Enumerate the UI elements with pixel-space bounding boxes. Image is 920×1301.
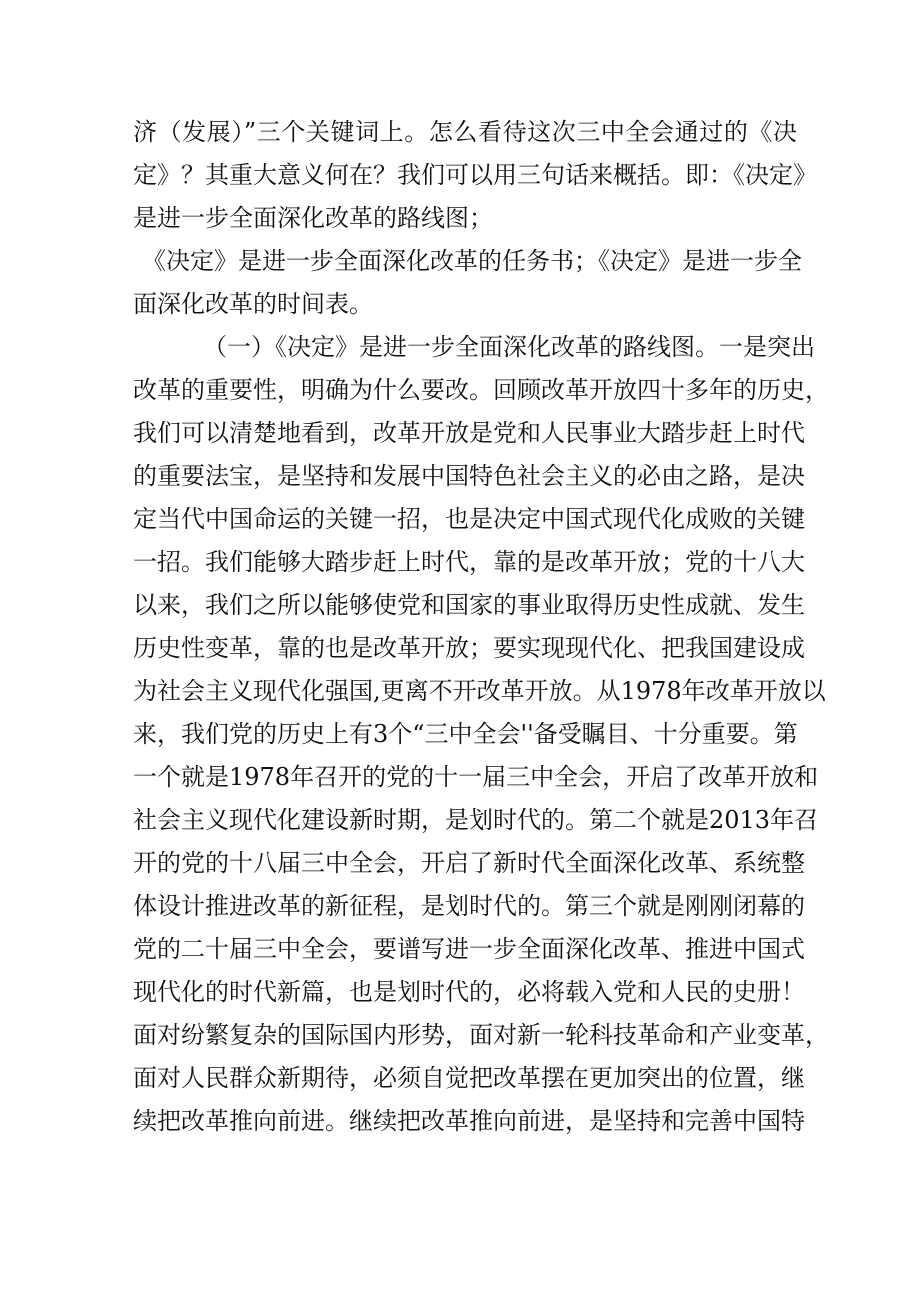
text-line: 历史性变革，靠的也是改革开放；要实现现代化、把我国建设成: [133, 634, 805, 662]
text-line: 一个就是1978年召开的党的十一届三中全会，开启了改革开放和: [133, 763, 819, 791]
text-line: 一招。我们能够大踏步赶上时代，靠的是改革开放；党的十八大: [133, 548, 805, 576]
text-line: 面对纷繁复杂的国际国内形势，面对新一轮科技革命和产业变革，: [133, 1021, 829, 1049]
document-body: [133, 111, 829, 1143]
text-line: 续把改革推向前进。继续把改革推向前进，是坚持和完善中国特: [133, 1107, 805, 1135]
text-line: 以来，我们之所以能够使党和国家的事业取得历史性成就、发生: [133, 591, 805, 619]
text-line: 体设计推进改革的新征程，是划时代的。第三个就是刚刚闭幕的: [133, 892, 805, 920]
text-line: 济（发展）”三个关键词上。怎么看待这次三中全会通过的《决: [133, 118, 797, 146]
paragraph-heading-line: （一）《决定》是进一步全面深化改革的路线图。一是突出: [203, 333, 815, 361]
text-line: 《决定》是进一步全面深化改革的任务书；《决定》是进一步全: [142, 247, 802, 275]
text-line: 为社会主义现代化强国,更离不开改革开放。从1978年改革开放以: [133, 677, 826, 705]
text-line: 社会主义现代化建设新时期，是划时代的。第二个就是2013年召: [133, 806, 819, 834]
text-line: 定当代中国命运的关键一招，也是决定中国式现代化成败的关键: [133, 505, 805, 533]
text-line: 现代化的时代新篇，也是划时代的，必将载入党和人民的史册！: [133, 978, 805, 1006]
text-line: 是进一步全面深化改革的路线图；: [133, 204, 493, 232]
text-line: 定》？其重大意义何在？我们可以用三句话来概括。即：《决定》: [133, 161, 817, 189]
text-line: 党的二十届三中全会，要谱写进一步全面深化改革、推进中国式: [133, 935, 805, 963]
text-line: 面对人民群众新期待，必须自觉把改革摆在更加突出的位置，继: [133, 1064, 805, 1092]
text-line: 改革的重要性，明确为什么要改。回顾改革开放四十多年的历史，: [133, 376, 829, 404]
text-line: 面深化改革的时间表。: [133, 290, 373, 318]
text-line: 我们可以清楚地看到，改革开放是党和人民事业大踏步赶上时代: [133, 419, 805, 447]
text-line: 的重要法宝，是坚持和发展中国特色社会主义的必由之路，是决: [133, 462, 805, 490]
text-line: 来，我们党的历史上有3个“三中全会''备受瞩目、十分重要。第: [133, 720, 798, 748]
text-line: 开的党的十八届三中全会，开启了新时代全面深化改革、系统整: [133, 849, 805, 877]
